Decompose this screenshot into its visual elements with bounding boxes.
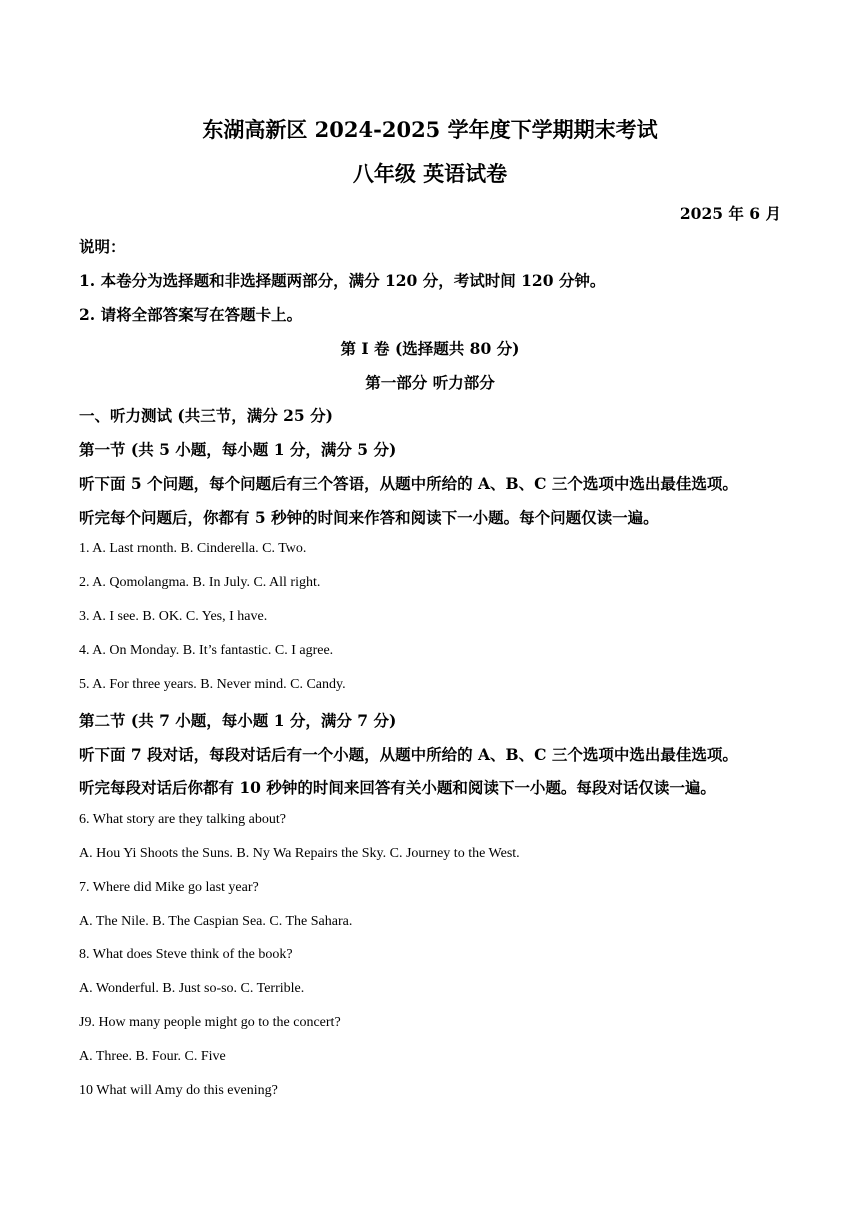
section1-heading: 第一节 (共 5 小题，每小题 1 分，满分 5 分) <box>79 440 397 459</box>
section2-instruction: 听下面 7 段对话，每段对话后有一个小题，从题中所给的 A、B、C 三个选项中选出最佳选项。 <box>79 745 738 764</box>
question-line: J9. How many people might go to the concert? <box>79 1015 341 1030</box>
section2-heading: 第二节 (共 7 小题，每小题 1 分，满分 7 分) <box>79 711 397 730</box>
question-line: 7. Where did Mike go last year? <box>79 880 259 895</box>
question-line: 4. A. On Monday. B. It’s fantastic. C. I agree. <box>79 643 334 658</box>
section1-instruction: 听下面 5 个问题，每个问题后有三个答语，从题中所给的 A、B、C 三个选项中选出最佳选项。 <box>79 474 738 493</box>
question-line: 10 What will Amy do this evening? <box>79 1083 278 1098</box>
volume-title: 第 I 卷 (选择题共 80 分) <box>340 339 520 358</box>
question-line: 3. A. I see. B. OK. C. Yes, I have. <box>79 609 268 624</box>
note-item: 1. 本卷分为选择题和非选择题两部分，满分 120 分，考试时间 120 分钟。 <box>79 271 606 290</box>
exam-title: 东湖高新区 2024-2025 学年度下学期期末考试 <box>202 117 658 142</box>
note-item: 2. 请将全部答案写在答题卡上。 <box>79 305 303 324</box>
question-line: 5. A. For three years. B. Never mind. C. Candy. <box>79 677 346 692</box>
notes-heading: 说明： <box>79 237 126 256</box>
question-line: 2. A. Qomolangma. B. In July. C. All right. <box>79 575 321 590</box>
question-line: 6. What story are they talking about? <box>79 812 286 827</box>
section2-instruction: 听完每段对话后你都有 10 秒钟的时间来回答有关小题和阅读下一小题。每段对话仅读一遍。 <box>79 778 716 797</box>
exam-subtitle: 八年级 英语试卷 <box>352 161 508 186</box>
part-title: 第一部分 听力部分 <box>365 373 495 392</box>
answer-options: A. The Nile. B. The Caspian Sea. C. The Sahara. <box>79 914 353 929</box>
answer-options: A. Three. B. Four. C. Five <box>79 1049 226 1064</box>
question-line: 1. A. Last rnonth. B. Cinderella. C. Two. <box>79 541 307 556</box>
section1-instruction: 听完每个问题后，你都有 5 秒钟的时间来作答和阅读下一小题。每个问题仅读一遍。 <box>79 508 659 527</box>
section-title: 一、听力测试 (共三节，满分 25 分) <box>79 406 333 425</box>
question-line: 8. What does Steve think of the book? <box>79 947 293 962</box>
exam-date: 2025 年 6 月 <box>679 204 781 223</box>
answer-options: A. Wonderful. B. Just so-so. C. Terrible. <box>79 981 305 996</box>
answer-options: A. Hou Yi Shoots the Suns. B. Ny Wa Repairs the Sky. C. Journey to the West. <box>79 846 520 861</box>
